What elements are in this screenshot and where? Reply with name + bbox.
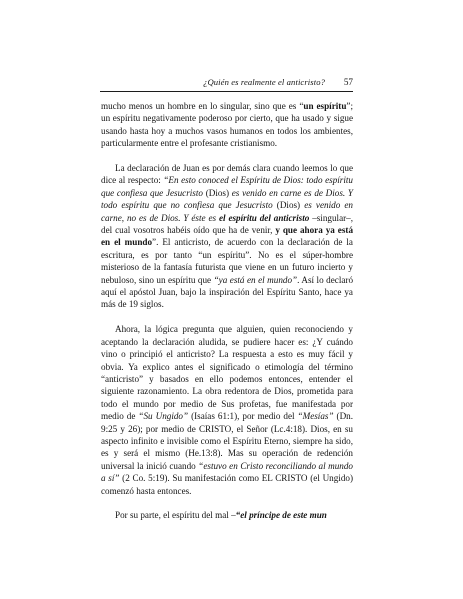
text-run: . Así lo declaró aquí el apóstol Juan, bajo la inspiración del Espíritu Santo, hace ya más de 19 siglos. (101, 274, 354, 310)
text-run: un espíritu (303, 101, 347, 111)
text-run: La declaración de Juan es por demás clara cuando leemos lo que dice al respecto: (101, 163, 353, 186)
text-run: (2 Co. 5:19). Su manifestación como EL CRISTO (el Ungido) comenzó hasta entonces. (101, 473, 353, 496)
text-run: el espíritu del anticristo (218, 212, 310, 223)
text-run: mucho menos un hombre en lo singular, sino que es “ (101, 101, 304, 111)
text-run: “Su Ungido” (138, 411, 189, 422)
text-run: Por su parte, el espíritu del mal – (115, 510, 236, 521)
text-run: –singular–, del cual vosotros habéis oído que ha de venir, (101, 212, 353, 236)
text-run: (Dios) (205, 187, 232, 198)
text-run: es venido en carne es de Dios. Y todo espíritu que no confiesa que Jesucristo (101, 187, 353, 211)
text-run: ”. El anticristo, de acuerdo con la declaración de la escritura, es por tanto “un espíritu”. No es el súper-hombre misterioso de la fantasía futurista que viene en un futuro incierto y nebuloso, sino un espíritu que (101, 237, 353, 285)
text-run: es venido en carne, no es de Dios. Y éste es (101, 200, 353, 223)
body-text (101, 100, 353, 522)
text-run: y que ahora ya está en el mundo (101, 225, 354, 248)
text-run: “Mesías” (297, 411, 334, 422)
paragraph (101, 509, 353, 521)
paragraph (101, 100, 353, 150)
text-run: “el príncipe de este mun (235, 510, 327, 521)
header-rule (100, 91, 353, 92)
text-run: “ya está en el mundo” (213, 274, 298, 285)
text-run: “En esto conoced el Espíritu de Dios: todo espíritu que confiesa que Jesucristo (101, 175, 353, 198)
running-title: ¿Quién es realmente el anticristo? (203, 77, 325, 87)
text-run: (Dios) (276, 200, 305, 211)
text-run: (Isaías 61:1), por medio del (188, 411, 298, 422)
running-head (101, 76, 353, 89)
paragraph (101, 323, 353, 497)
paragraph (101, 162, 353, 311)
text-run: (Dn. 9:25 y 26); por medio de CRISTO, el Señor (Lc.4:18). Dios, en su aspecto infinito e invisible como el Espíritu Eterno, siempre ha sido, es y será el mismo (He.13:8). Mas su operación de redención universal la inició cuando (101, 411, 354, 471)
text-run: ”; un espíritu negativamente poderoso por cierto, que ha usado y sigue usando hasta hoy a muchos vasos humanos en todos los ambientes, particularmente entre el profesante cristianismo. (101, 101, 353, 149)
text-run: Ahora, la lógica pregunta que alguien, quien reconociendo y aceptando la declaración aludida, se pudiere hacer es: ¿Y cuándo vino o principió el anticristo? La respuesta a esto es muy fácil y obvia. Ya explico antes el significado o etimología del término “anticristo” y basados en ello podemos entonces, entender el siguiente razonamiento. La obra redentora de Dios, prometida para todo el mundo por medio de Sus profetas, fue manifestada por medio de (101, 324, 353, 422)
page-number: 57 (343, 77, 353, 87)
text-run: “estuvo en Cristo reconciliando al mundo a sí” (101, 460, 353, 484)
